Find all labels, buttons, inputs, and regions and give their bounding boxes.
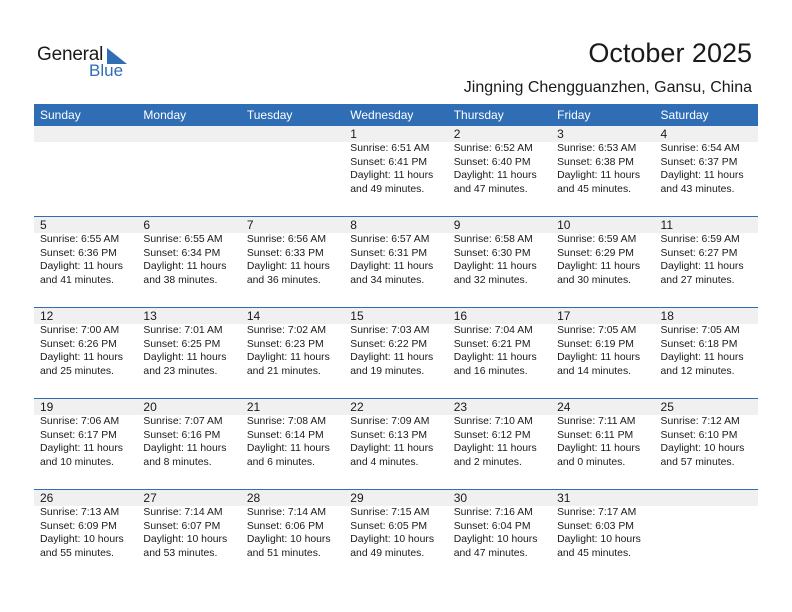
sunset-text: Sunset: 6:09 PM bbox=[40, 520, 117, 532]
sunrise-text: Sunrise: 6:55 AM bbox=[143, 234, 223, 245]
sunset-text: Sunset: 6:21 PM bbox=[453, 338, 531, 350]
day-cell bbox=[344, 126, 447, 216]
day-number: 25 bbox=[660, 400, 674, 414]
day-number: 21 bbox=[246, 400, 261, 414]
location-subtitle: Jingning Chengguanzhen, Gansu, China bbox=[463, 79, 752, 96]
sunrise-text: Sunrise: 6:57 AM bbox=[350, 234, 430, 245]
sunset-text: Sunset: 6:41 PM bbox=[350, 156, 428, 168]
day-cell bbox=[448, 217, 551, 307]
page-title: October 2025 bbox=[588, 38, 752, 68]
weekday-friday: Friday bbox=[557, 108, 591, 122]
sunrise-text: Sunrise: 7:01 AM bbox=[143, 325, 223, 336]
day-number: 10 bbox=[557, 218, 571, 232]
daylight-minutes-text: and 14 minutes. bbox=[557, 365, 632, 377]
weekday-thursday: Thursday bbox=[453, 108, 504, 122]
sunrise-text: Sunrise: 7:14 AM bbox=[143, 507, 223, 518]
sunset-text: Sunset: 6:14 PM bbox=[246, 429, 324, 441]
sunrise-text: Sunrise: 6:53 AM bbox=[557, 143, 637, 154]
sunset-text: Sunset: 6:33 PM bbox=[246, 247, 324, 259]
day-number: 30 bbox=[453, 491, 468, 505]
daylight-minutes-text: and 47 minutes. bbox=[453, 183, 528, 195]
sunset-text: Sunset: 6:38 PM bbox=[557, 156, 634, 168]
day-number: 14 bbox=[246, 309, 261, 323]
daylight-minutes-text: and 10 minutes. bbox=[40, 456, 114, 468]
weekday-sunday: Sunday bbox=[40, 108, 81, 122]
sunset-text: Sunset: 6:18 PM bbox=[660, 338, 738, 350]
day-cell bbox=[34, 217, 137, 307]
day-number: 1 bbox=[350, 127, 357, 141]
sunset-text: Sunset: 6:27 PM bbox=[660, 247, 738, 259]
day-number: 26 bbox=[40, 491, 54, 505]
day-number: 7 bbox=[246, 218, 254, 232]
day-cell bbox=[551, 490, 654, 580]
daylight-minutes-text: and 43 minutes. bbox=[660, 183, 735, 195]
daylight-text: Daylight: 11 hours bbox=[350, 170, 434, 181]
daylight-minutes-text: and 25 minutes. bbox=[40, 365, 114, 377]
calendar-week bbox=[34, 126, 758, 216]
day-cell bbox=[344, 399, 447, 489]
sunset-text: Sunset: 6:30 PM bbox=[453, 247, 531, 259]
daylight-text: Daylight: 11 hours bbox=[246, 261, 330, 272]
daylight-text: Daylight: 10 hours bbox=[246, 534, 331, 545]
day-number: 22 bbox=[350, 400, 364, 414]
day-cell bbox=[344, 217, 447, 307]
day-number: 12 bbox=[40, 309, 54, 323]
calendar-week bbox=[34, 307, 758, 398]
day-number: 31 bbox=[557, 491, 571, 505]
daylight-minutes-text: and 34 minutes. bbox=[350, 274, 425, 286]
sunrise-text: Sunrise: 7:07 AM bbox=[143, 416, 223, 427]
day-cell bbox=[137, 217, 240, 307]
day-number: 20 bbox=[143, 400, 157, 414]
day-cell bbox=[34, 308, 137, 398]
calendar-week bbox=[34, 398, 758, 489]
sunset-text: Sunset: 6:40 PM bbox=[453, 156, 531, 168]
day-cell bbox=[448, 308, 551, 398]
sunset-text: Sunset: 6:37 PM bbox=[660, 156, 738, 168]
weekday-tuesday: Tuesday bbox=[246, 108, 293, 122]
day-cell bbox=[344, 490, 447, 580]
sunrise-text: Sunrise: 7:10 AM bbox=[453, 416, 533, 427]
sunset-text: Sunset: 6:22 PM bbox=[350, 338, 428, 350]
day-number: 2 bbox=[453, 127, 461, 141]
daylight-minutes-text: and 23 minutes. bbox=[143, 365, 218, 377]
daylight-text: Daylight: 10 hours bbox=[453, 534, 538, 545]
day-number: 24 bbox=[557, 400, 571, 414]
day-cell bbox=[551, 126, 654, 216]
daylight-text: Daylight: 11 hours bbox=[453, 261, 537, 272]
daylight-text: Daylight: 11 hours bbox=[40, 261, 123, 272]
empty-day-cell bbox=[137, 126, 240, 216]
daylight-text: Daylight: 11 hours bbox=[453, 352, 537, 363]
sunrise-text: Sunrise: 7:05 AM bbox=[660, 325, 740, 336]
sunset-text: Sunset: 6:31 PM bbox=[350, 247, 428, 259]
daylight-text: Daylight: 11 hours bbox=[246, 443, 330, 454]
day-cell bbox=[241, 308, 344, 398]
daylight-text: Daylight: 11 hours bbox=[143, 352, 227, 363]
day-number: 17 bbox=[557, 309, 571, 323]
sunrise-text: Sunrise: 6:55 AM bbox=[40, 234, 120, 245]
weekday-monday: Monday bbox=[143, 108, 187, 122]
daylight-minutes-text: and 27 minutes. bbox=[660, 274, 735, 286]
sunrise-text: Sunrise: 7:06 AM bbox=[40, 416, 120, 427]
sunrise-text: Sunrise: 7:03 AM bbox=[350, 325, 430, 336]
sunrise-text: Sunrise: 7:16 AM bbox=[453, 507, 533, 518]
daylight-minutes-text: and 16 minutes. bbox=[453, 365, 528, 377]
sunrise-text: Sunrise: 7:11 AM bbox=[557, 416, 636, 427]
day-cell bbox=[34, 399, 137, 489]
sunset-text: Sunset: 6:26 PM bbox=[40, 338, 117, 350]
daylight-minutes-text: and 30 minutes. bbox=[557, 274, 632, 286]
day-cell bbox=[448, 399, 551, 489]
daylight-minutes-text: and 45 minutes. bbox=[557, 183, 632, 195]
daylight-minutes-text: and 36 minutes. bbox=[246, 274, 321, 286]
day-cell bbox=[655, 399, 758, 489]
day-number: 11 bbox=[660, 218, 673, 232]
sunset-text: Sunset: 6:03 PM bbox=[557, 520, 634, 532]
daylight-text: Daylight: 11 hours bbox=[660, 352, 744, 363]
daylight-minutes-text: and 21 minutes. bbox=[246, 365, 321, 377]
day-cell bbox=[137, 490, 240, 580]
day-cell bbox=[241, 399, 344, 489]
day-number: 29 bbox=[350, 491, 364, 505]
day-number: 8 bbox=[350, 218, 357, 232]
sunrise-text: Sunrise: 6:52 AM bbox=[453, 143, 533, 154]
day-cell bbox=[655, 308, 758, 398]
daylight-minutes-text: and 57 minutes. bbox=[660, 456, 735, 468]
day-number: 23 bbox=[453, 400, 468, 414]
day-number: 6 bbox=[143, 218, 151, 232]
sunrise-text: Sunrise: 7:17 AM bbox=[557, 507, 637, 518]
sunrise-text: Sunrise: 6:58 AM bbox=[453, 234, 533, 245]
daylight-text: Daylight: 11 hours bbox=[246, 352, 330, 363]
daylight-text: Daylight: 11 hours bbox=[453, 443, 537, 454]
sunset-text: Sunset: 6:11 PM bbox=[557, 429, 634, 441]
daylight-text: Daylight: 11 hours bbox=[143, 443, 227, 454]
sunrise-text: Sunrise: 7:15 AM bbox=[350, 507, 430, 518]
day-cell bbox=[551, 399, 654, 489]
daylight-minutes-text: and 41 minutes. bbox=[40, 274, 114, 286]
calendar-week bbox=[34, 489, 758, 580]
sunset-text: Sunset: 6:29 PM bbox=[557, 247, 634, 259]
sunset-text: Sunset: 6:05 PM bbox=[350, 520, 428, 532]
daylight-text: Daylight: 10 hours bbox=[557, 534, 641, 545]
calendar-week bbox=[34, 216, 758, 307]
daylight-minutes-text: and 55 minutes. bbox=[40, 547, 114, 559]
logo-blue-text: Blue bbox=[89, 61, 124, 80]
day-cell bbox=[551, 308, 654, 398]
weekday-saturday: Saturday bbox=[660, 108, 709, 122]
day-cell bbox=[137, 308, 240, 398]
daylight-minutes-text: and 51 minutes. bbox=[246, 547, 321, 559]
daylight-text: Daylight: 11 hours bbox=[40, 352, 123, 363]
day-number: 3 bbox=[557, 127, 564, 141]
sunrise-text: Sunrise: 6:56 AM bbox=[246, 234, 326, 245]
empty-day-cell bbox=[34, 126, 137, 216]
day-cell bbox=[137, 399, 240, 489]
day-number: 4 bbox=[660, 127, 668, 141]
sunset-text: Sunset: 6:34 PM bbox=[143, 247, 221, 259]
sunset-text: Sunset: 6:17 PM bbox=[40, 429, 117, 441]
sunset-text: Sunset: 6:07 PM bbox=[143, 520, 221, 532]
sunrise-text: Sunrise: 7:05 AM bbox=[557, 325, 637, 336]
weekday-wednesday: Wednesday bbox=[350, 108, 414, 122]
sunset-text: Sunset: 6:12 PM bbox=[453, 429, 531, 441]
daylight-minutes-text: and 4 minutes. bbox=[350, 456, 419, 468]
day-cell bbox=[34, 490, 137, 580]
day-cell bbox=[655, 126, 758, 216]
sunrise-text: Sunrise: 7:09 AM bbox=[350, 416, 430, 427]
day-cell bbox=[241, 490, 344, 580]
daylight-text: Daylight: 11 hours bbox=[557, 352, 641, 363]
daylight-text: Daylight: 10 hours bbox=[143, 534, 228, 545]
day-number: 5 bbox=[40, 218, 47, 232]
sunrise-text: Sunrise: 6:54 AM bbox=[660, 143, 740, 154]
sunrise-text: Sunrise: 7:14 AM bbox=[246, 507, 326, 518]
daylight-text: Daylight: 11 hours bbox=[40, 443, 123, 454]
daylight-text: Daylight: 11 hours bbox=[350, 443, 434, 454]
day-cell bbox=[655, 217, 758, 307]
sunset-text: Sunset: 6:16 PM bbox=[143, 429, 221, 441]
daylight-text: Daylight: 11 hours bbox=[453, 170, 537, 181]
daylight-minutes-text: and 45 minutes. bbox=[557, 547, 632, 559]
logo-general-text: General bbox=[37, 44, 104, 65]
generalblue-logo bbox=[37, 44, 137, 80]
sunrise-text: Sunrise: 6:59 AM bbox=[557, 234, 637, 245]
sunset-text: Sunset: 6:13 PM bbox=[350, 429, 428, 441]
daylight-minutes-text: and 32 minutes. bbox=[453, 274, 528, 286]
empty-day-cell bbox=[655, 490, 758, 580]
empty-day-cell bbox=[241, 126, 344, 216]
day-cell bbox=[448, 490, 551, 580]
daylight-minutes-text: and 6 minutes. bbox=[246, 456, 316, 468]
day-number: 15 bbox=[350, 309, 364, 323]
daylight-minutes-text: and 49 minutes. bbox=[350, 547, 425, 559]
sunrise-text: Sunrise: 7:00 AM bbox=[40, 325, 120, 336]
daylight-minutes-text: and 0 minutes. bbox=[557, 456, 626, 468]
daylight-text: Daylight: 11 hours bbox=[350, 352, 434, 363]
day-number: 28 bbox=[246, 491, 261, 505]
day-number: 13 bbox=[143, 309, 157, 323]
daylight-text: Daylight: 10 hours bbox=[660, 443, 745, 454]
daylight-minutes-text: and 2 minutes. bbox=[453, 456, 522, 468]
daylight-text: Daylight: 11 hours bbox=[557, 261, 641, 272]
daylight-text: Daylight: 11 hours bbox=[660, 170, 744, 181]
sunrise-text: Sunrise: 6:59 AM bbox=[660, 234, 740, 245]
daylight-text: Daylight: 11 hours bbox=[350, 261, 434, 272]
daylight-minutes-text: and 12 minutes. bbox=[660, 365, 735, 377]
day-cell bbox=[241, 217, 344, 307]
sunset-text: Sunset: 6:36 PM bbox=[40, 247, 117, 259]
sunrise-text: Sunrise: 7:02 AM bbox=[246, 325, 326, 336]
sunset-text: Sunset: 6:23 PM bbox=[246, 338, 324, 350]
daylight-text: Daylight: 11 hours bbox=[557, 443, 641, 454]
sunrise-text: Sunrise: 7:12 AM bbox=[660, 416, 740, 427]
sunrise-text: Sunrise: 6:51 AM bbox=[350, 143, 430, 154]
daylight-minutes-text: and 49 minutes. bbox=[350, 183, 425, 195]
daylight-text: Daylight: 10 hours bbox=[350, 534, 435, 545]
daylight-minutes-text: and 8 minutes. bbox=[143, 456, 212, 468]
daylight-minutes-text: and 19 minutes. bbox=[350, 365, 425, 377]
sunset-text: Sunset: 6:10 PM bbox=[660, 429, 738, 441]
daylight-text: Daylight: 10 hours bbox=[40, 534, 124, 545]
sunset-text: Sunset: 6:04 PM bbox=[453, 520, 531, 532]
sunset-text: Sunset: 6:06 PM bbox=[246, 520, 324, 532]
sunrise-text: Sunrise: 7:08 AM bbox=[246, 416, 326, 427]
day-number: 27 bbox=[143, 491, 157, 505]
day-number: 16 bbox=[453, 309, 468, 323]
day-number: 18 bbox=[660, 309, 674, 323]
sunrise-text: Sunrise: 7:04 AM bbox=[453, 325, 533, 336]
daylight-text: Daylight: 11 hours bbox=[557, 170, 641, 181]
daylight-text: Daylight: 11 hours bbox=[660, 261, 744, 272]
day-number: 19 bbox=[40, 400, 54, 414]
daylight-minutes-text: and 47 minutes. bbox=[453, 547, 528, 559]
daylight-minutes-text: and 53 minutes. bbox=[143, 547, 218, 559]
day-number: 9 bbox=[453, 218, 461, 232]
sunset-text: Sunset: 6:19 PM bbox=[557, 338, 634, 350]
day-cell bbox=[448, 126, 551, 216]
daylight-text: Daylight: 11 hours bbox=[143, 261, 227, 272]
day-cell bbox=[551, 217, 654, 307]
day-cell bbox=[344, 308, 447, 398]
weekday-header bbox=[34, 104, 758, 126]
daylight-minutes-text: and 38 minutes. bbox=[143, 274, 218, 286]
calendar-grid bbox=[34, 126, 758, 580]
sunset-text: Sunset: 6:25 PM bbox=[143, 338, 221, 350]
sunrise-text: Sunrise: 7:13 AM bbox=[40, 507, 120, 518]
